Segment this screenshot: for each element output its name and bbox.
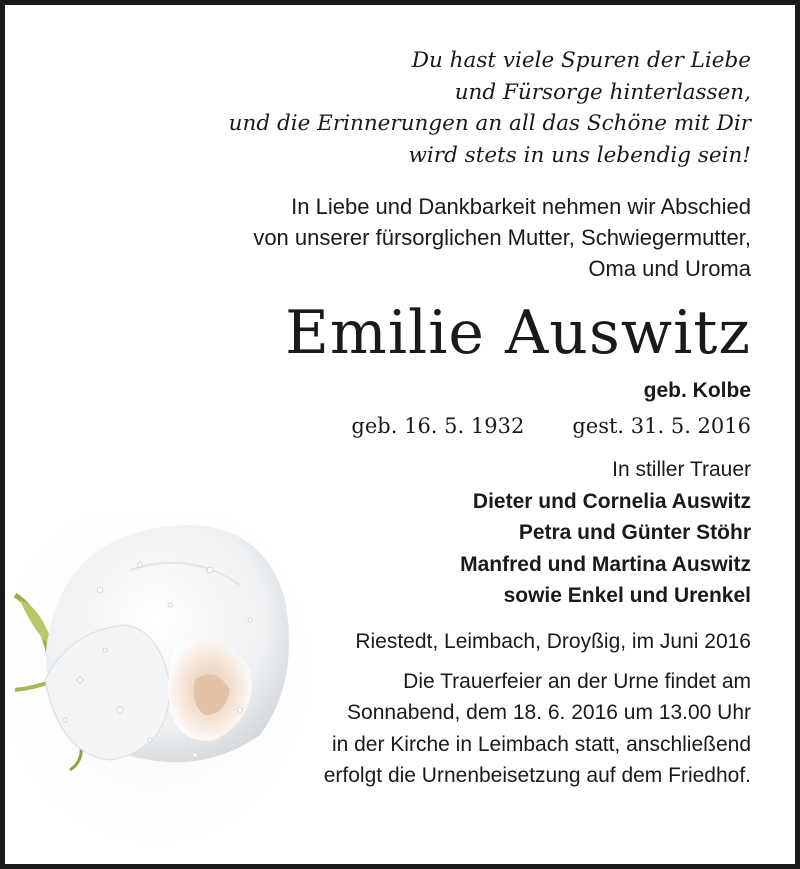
- funeral-service-info: [51, 666, 751, 792]
- mourner-entry: Dieter und Cornelia Auswitz: [472, 489, 751, 513]
- memorial-poem: [51, 45, 751, 171]
- mourning-label: In stiller Trauer: [612, 458, 751, 481]
- service-line: Sonnabend, dem 18. 6. 2016 um 13.00 Uhr: [347, 701, 751, 724]
- place-date: Riestedt, Leimbach, Droyßig, im Juni 2016: [355, 629, 751, 653]
- maiden-name: geb. Kolbe: [643, 379, 751, 402]
- mourners-block: [51, 454, 751, 612]
- mourner-entry: sowie Enkel und Urenkel: [503, 584, 751, 607]
- intro-line: In Liebe und Dankbarkeit nehmen wir Abschied: [291, 194, 751, 219]
- life-dates: [51, 410, 751, 442]
- service-line: in der Kirche in Leimbach statt, anschließend: [331, 732, 751, 756]
- service-line: Die Trauerfeier an der Urne findet am: [403, 669, 751, 693]
- birth-date: geb. 16. 5. 1932: [351, 414, 525, 438]
- mourner-entry: Manfred und Martina Auswitz: [460, 552, 751, 576]
- poem-line: und Fürsorge hinterlassen,: [454, 79, 751, 105]
- notice-text: [51, 45, 751, 792]
- mourner-entry: Petra und Günter Stöhr: [518, 521, 751, 544]
- deceased-name: Emilie Auswitz: [285, 298, 751, 368]
- intro-line: von unserer fürsorglichen Mutter, Schwiegermutter,: [253, 225, 751, 250]
- poem-line: Du hast viele Spuren der Liebe: [411, 48, 751, 73]
- farewell-intro: [51, 191, 751, 284]
- poem-line: wird stets in uns lebendig sein!: [408, 142, 751, 168]
- death-date: gest. 31. 5. 2016: [572, 414, 751, 438]
- poem-line: und die Erinnerungen an all das Schöne mit Dir: [228, 111, 751, 136]
- service-line: erfolgt die Urnenbeisetzung auf dem Friedhof.: [323, 764, 751, 787]
- intro-line: Oma und Uroma: [588, 256, 751, 281]
